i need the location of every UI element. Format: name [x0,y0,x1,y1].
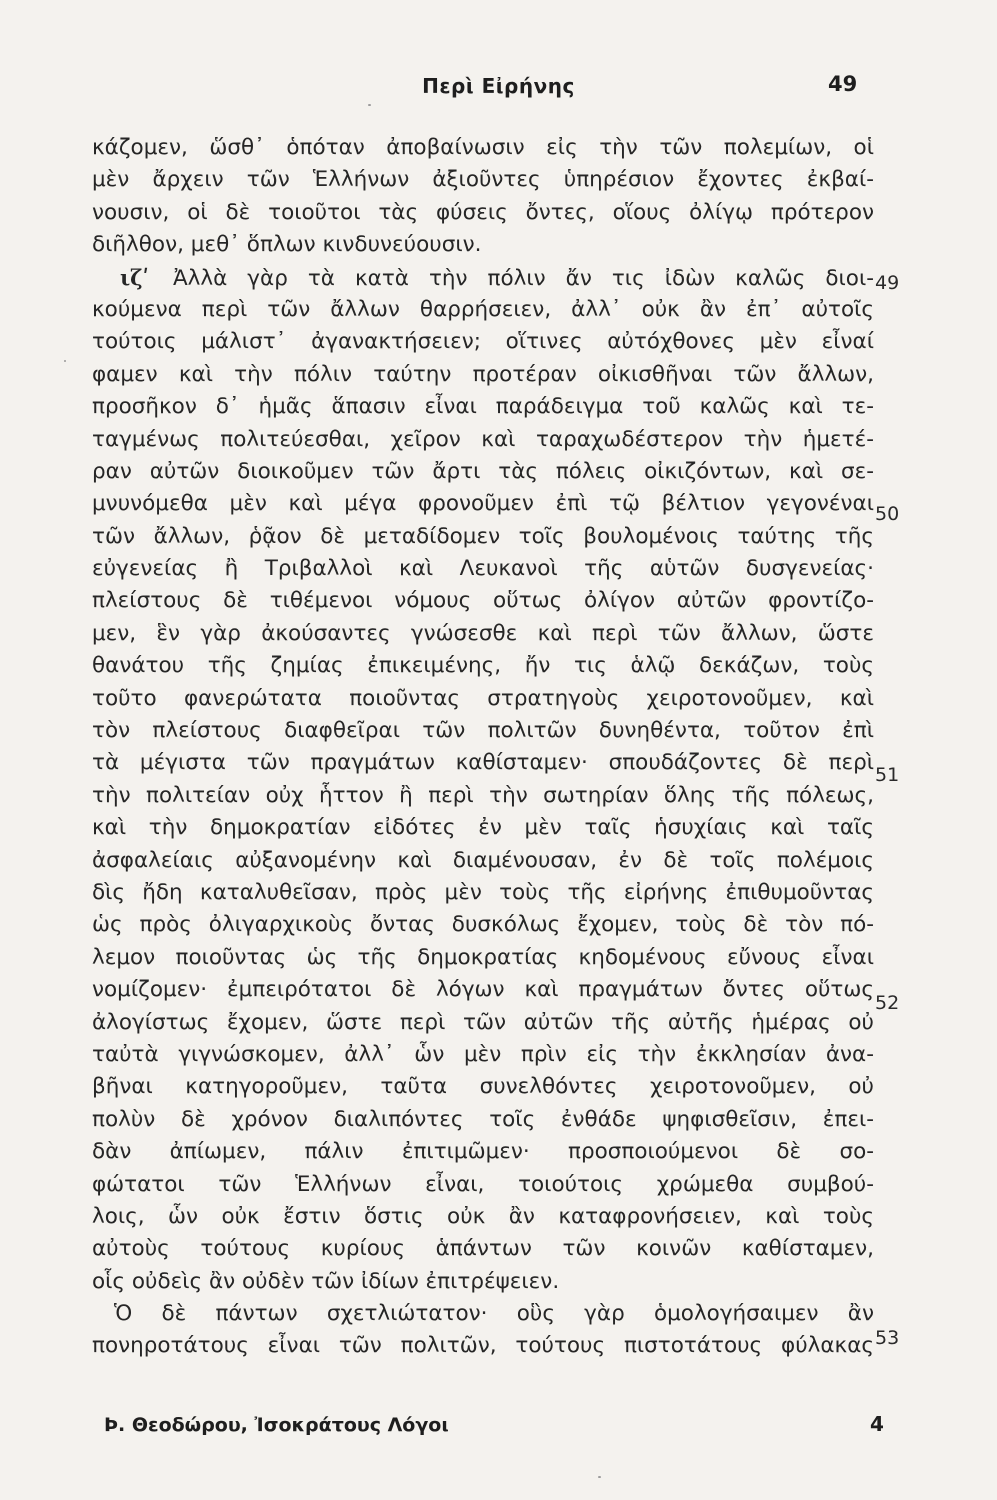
text-line: ραν αὐτῶν διοικοῦμεν τῶν ἄρτι τὰς πόλεις οἰκιζόντων, καὶ σε- [92,458,874,484]
text-line: μὲν ἄρχειν τῶν Ἑλλήνων ἀξιοῦντες ὑπηρέσιον ἔχοντες ἐκβαί- [92,167,874,193]
text-line: ταὐτὰ γιγνώσκομεν, ἀλλ᾽ ὧν μὲν πρὶν εἰς τὴν ἐκκλησίαν ἀνα- [92,1041,874,1067]
text-line: φώτατοι τῶν Ἑλλήνων εἶναι, τοιούτοις χρώμεθα συμβού- [92,1171,874,1197]
text-line: ταγμένως πολιτεύεσθαι, χεῖρον καὶ ταραχωδέστερον τὴν ἡμετέ- [92,426,874,452]
text-line: διῆλθον, μεθ᾽ ὅπλων κινδυνεύουσιν. [92,232,482,258]
text-line: νουσιν, οἱ δὲ τοιοῦτοι τὰς φύσεις ὄντες, οἵους ὀλίγῳ πρότερον [92,199,874,225]
running-header-title: Περὶ Εἰρήνης [422,74,575,98]
margin-section-number: 51 [875,764,900,786]
text-line: ὡς πρὸς ὀλιγαρχικοὺς ὄντας δυσκόλως ἔχομεν, τοὺς δὲ τὸν πό- [92,912,874,938]
paper-speck [368,104,371,106]
text-line: κούμενα περὶ τῶν ἄλλων θαρρήσειεν, ἀλλ᾽ οὐκ ἂν ἐπ᾽ αὐτοῖς [92,296,874,322]
paper-speck [64,360,66,362]
margin-section-number: 52 [875,992,900,1014]
text-line: ἀσφαλείαις αὐξανομένην καὶ διαμένουσαν, ἐν δὲ τοῖς πολέμοις [92,847,874,873]
text-line: προσῆκον δ᾽ ἡμᾶς ἅπασιν εἶναι παράδειγμα τοῦ καλῶς καὶ τε- [92,394,874,420]
page-number: 49 [828,72,858,96]
text-line: ἀλογίστως ἔχομεν, ὥστε περὶ τῶν αὐτῶν τῆς αὐτῆς ἡμέρας οὐ [92,1009,874,1035]
body-text [92,132,874,1363]
text-line: πολὺν δὲ χρόνον διαλιπόντες τοῖς ἐνθάδε ψηφισθεῖσιν, ἐπει- [92,1106,874,1132]
text-line: δὰν ἀπίωμεν, πάλιν ἐπιτιμῶμεν· προσποιούμενοι δὲ σο- [92,1139,874,1165]
footer-signature: Ϸ. Θεοδώρου, Ἰσοκράτους Λόγοι [104,1414,449,1436]
text-line: μεν, ἓν γὰρ ἀκούσαντες γνώσεσθε καὶ περὶ τῶν ἄλλων, ὥστε [92,620,874,646]
text-line: Ἀλλὰ γὰρ τὰ κατὰ τὴν πόλιν ἄν τις ἰδὼν καλῶς διοι- [172,265,874,291]
section-start-line [92,262,874,294]
text-line: πονηροτάτους εἶναι τῶν πολιτῶν, τούτους πιστοτάτους φύλακας [92,1333,874,1359]
text-line: λοις, ὧν οὐκ ἔστιν ὅστις οὐκ ἂν καταφρονήσειεν, καὶ τοὺς [92,1203,874,1229]
margin-section-number: 53 [875,1327,900,1349]
text-line: τὸν πλείστους διαφθεῖραι τῶν πολιτῶν δυνηθέντα, τοῦτον ἐπὶ [92,718,874,744]
footer-sheet-number: 4 [870,1412,884,1436]
margin-section-number: 49 [875,272,900,294]
text-line: τὴν πολιτείαν οὐχ ἧττον ἢ περὶ τὴν σωτηρίαν ὅλης τῆς πόλεως, [92,782,874,808]
text-line: τούτοις μάλιστ᾽ ἀγανακτήσειεν; οἵτινες αὐτόχθονες μὲν εἶναί [92,329,874,355]
text-line: τὰ μέγιστα τῶν πραγμάτων καθίσταμεν· σπουδάζοντες δὲ περὶ [92,750,874,776]
text-line: κάζομεν, ὥσθ᾽ ὁπόταν ἀποβαίνωσιν εἰς τὴν τῶν πολεμίων, οἱ [92,135,874,160]
text-line: τῶν ἄλλων, ῥᾷον δὲ μεταδίδομεν τοῖς βουλομένοις ταύτης τῆς [92,523,874,549]
text-line: καὶ τὴν δημοκρατίαν εἰδότες ἐν μὲν ταῖς ἡσυχίαις καὶ ταῖς [92,815,874,841]
text-line: φαμεν καὶ τὴν πόλιν ταύτην προτέραν οἰκισθῆναι τῶν ἄλλων, [92,361,874,387]
margin-section-number: 50 [875,503,900,525]
text-line: αὐτοὺς τούτους κυρίους ἁπάντων τῶν κοινῶν καθίσταμεν, [92,1236,874,1262]
text-line: τοῦτο φανερώτατα ποιοῦντας στρατηγοὺς χειροτονοῦμεν, καὶ [92,685,874,711]
text-line: νομίζομεν· ἐμπειρότατοι δὲ λόγων καὶ πραγμάτων ὄντες οὕτως [92,977,874,1003]
section-mark: ιζʹ [120,264,149,290]
text-line: οἷς οὐδεὶς ἂν οὐδὲν τῶν ἰδίων ἐπιτρέψειεν. [92,1268,560,1294]
paper-speck [598,1476,601,1478]
text-line: εὐγενείας ἢ Τριβαλλοὶ καὶ Λευκανοὶ τῆς αὑτῶν δυσγενείας· [92,556,874,582]
text-line: μνυνόμεθα μὲν καὶ μέγα φρονοῦμεν ἐπὶ τῷ βέλτιον γεγονέναι [92,491,874,517]
text-line: λεμον ποιοῦντας ὡς τῆς δημοκρατίας κηδομένους εὔνους εἶναι [92,944,874,970]
text-line: Ὁ δὲ πάντων σχετλιώτατον· οὓς γὰρ ὁμολογήσαιμεν ἂν [114,1301,874,1327]
text-line: θανάτου τῆς ζημίας ἐπικειμένης, ἤν τις ἁλῷ δεκάζων, τοὺς [92,653,874,679]
text-line: βῆναι κατηγοροῦμεν, ταῦτα συνελθόντες χειροτονοῦμεν, οὐ [92,1074,874,1100]
text-line: δὶς ἤδη καταλυθεῖσαν, πρὸς μὲν τοὺς τῆς εἰρήνης ἐπιθυμοῦντας [92,879,874,905]
text-line: πλείστους δὲ τιθέμενοι νόμους οὕτως ὀλίγον αὐτῶν φροντίζο- [92,588,874,614]
